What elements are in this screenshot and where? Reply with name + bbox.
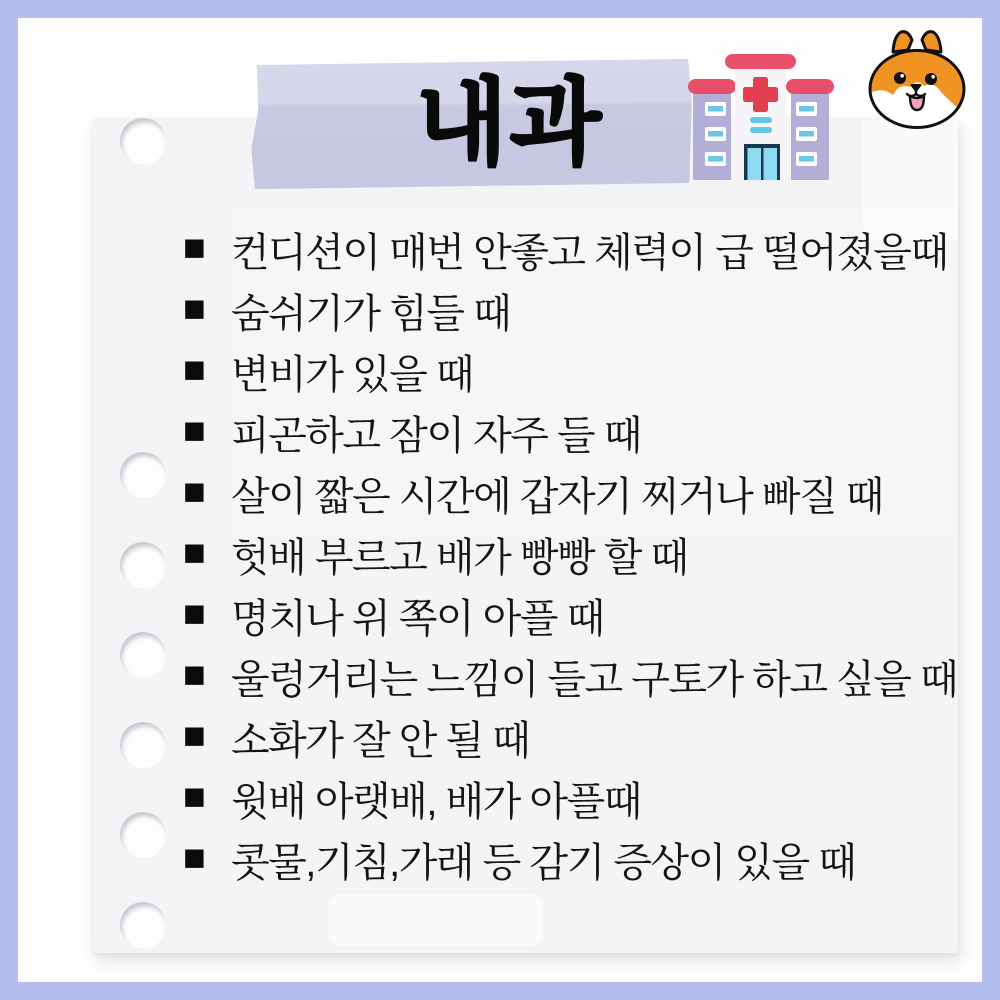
punch-hole bbox=[120, 542, 166, 588]
list-item bbox=[183, 646, 957, 707]
hospital-windows-right bbox=[796, 102, 817, 166]
hospital-door bbox=[744, 144, 780, 180]
list-item-text: 헛배 부르고 배가 빵빵 할 때 bbox=[231, 536, 688, 580]
square-bullet-icon: ■ bbox=[183, 775, 206, 818]
list-item-text: 숨쉬기가 힘들 때 bbox=[231, 292, 511, 336]
square-bullet-icon: ■ bbox=[183, 470, 206, 513]
list-item-text: 살이 짧은 시간에 갑자기 찌거나 빠질 때 bbox=[231, 475, 883, 519]
punch-hole bbox=[120, 722, 166, 768]
punch-hole bbox=[120, 632, 166, 678]
square-bullet-icon: ■ bbox=[183, 592, 206, 635]
square-bullet-icon: ■ bbox=[183, 226, 206, 269]
list-item bbox=[183, 280, 957, 341]
list-item-text: 소화가 잘 안 될 때 bbox=[231, 719, 530, 763]
square-bullet-icon: ■ bbox=[183, 287, 206, 330]
list-item bbox=[183, 707, 957, 768]
square-bullet-icon: ■ bbox=[183, 836, 206, 879]
punch-hole bbox=[120, 118, 166, 164]
list-item bbox=[183, 341, 957, 402]
punch-hole bbox=[120, 902, 166, 948]
list-item-text: 변비가 있을 때 bbox=[231, 353, 474, 397]
list-item-text: 명치나 위 쪽이 아플 때 bbox=[231, 597, 604, 641]
list-item bbox=[183, 463, 957, 524]
list-item bbox=[183, 585, 957, 646]
square-bullet-icon: ■ bbox=[183, 531, 206, 574]
list-item bbox=[183, 524, 957, 585]
list-item bbox=[183, 829, 957, 890]
list-item-text: 피곤하고 잠이 자주 들 때 bbox=[231, 414, 641, 458]
square-bullet-icon: ■ bbox=[183, 653, 206, 696]
list-item-text: 윗배 아랫배, 배가 아플때 bbox=[231, 780, 641, 824]
list-item-text: 콧물,기침,가래 등 감기 증상이 있을 때 bbox=[231, 841, 856, 885]
list-item bbox=[183, 768, 957, 829]
list-item bbox=[183, 219, 957, 280]
page-title: 내과 bbox=[416, 70, 604, 175]
symptom-list bbox=[183, 219, 957, 890]
hospital-icon bbox=[683, 53, 838, 183]
list-item bbox=[183, 402, 957, 463]
square-bullet-icon: ■ bbox=[183, 348, 206, 391]
puppy-icon bbox=[866, 28, 968, 132]
punch-hole bbox=[120, 452, 166, 498]
punch-hole bbox=[120, 812, 166, 858]
paper-texture-patch bbox=[328, 894, 543, 946]
hospital-windows-left bbox=[705, 102, 726, 166]
square-bullet-icon: ■ bbox=[183, 714, 206, 757]
square-bullet-icon: ■ bbox=[183, 409, 206, 452]
list-item-text: 컨디션이 매번 안좋고 체력이 급 떨어졌을때 bbox=[231, 231, 948, 275]
list-item-text: 울렁거리는 느낌이 들고 구토가 하고 싶을 때 bbox=[231, 658, 958, 702]
